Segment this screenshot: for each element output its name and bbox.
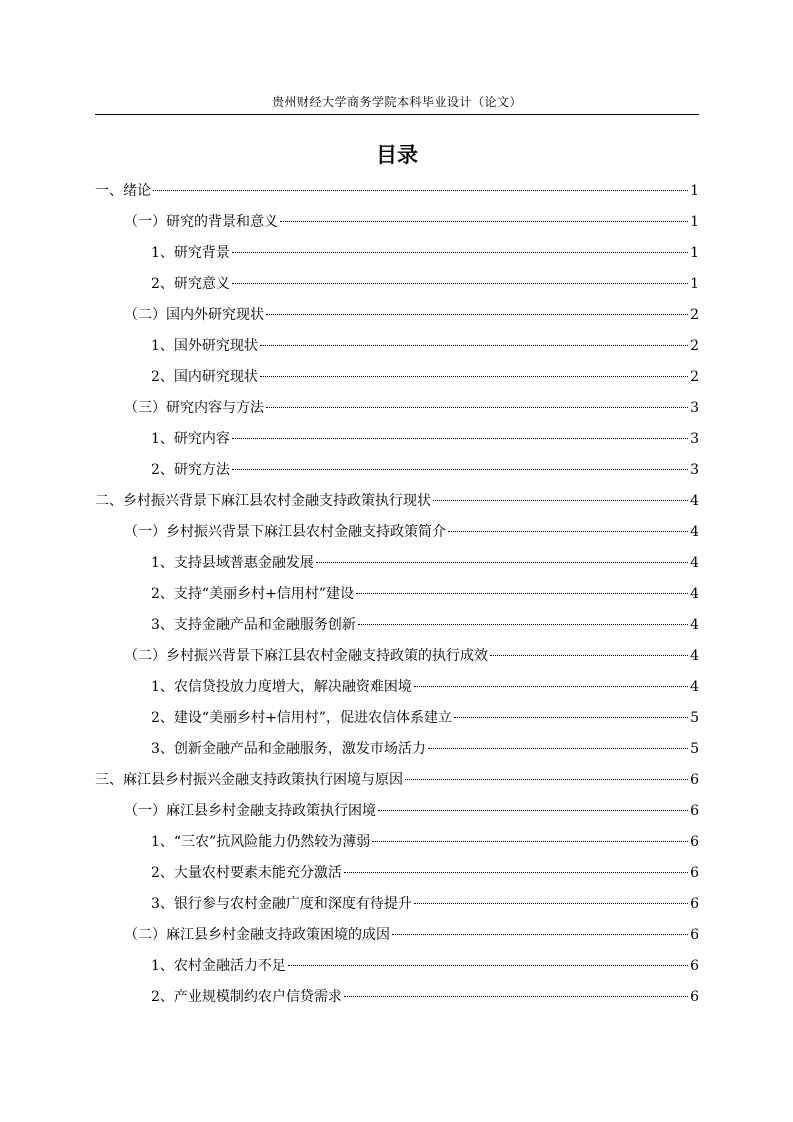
toc-page-number: 6 (690, 958, 699, 974)
toc-dot-leader (433, 500, 688, 501)
toc-dot-leader (232, 283, 688, 284)
toc-entry-text: 3、创新金融产品和金融服务，激发市场活力 (151, 741, 426, 757)
toc-entry-text: 一、绪论 (95, 183, 151, 199)
toc-entry[interactable] (95, 300, 699, 331)
toc-entry-text: 2、研究意义 (151, 276, 230, 292)
toc-entry-text: 三、麻江县乡村振兴金融支持政策执行困境与原因 (95, 772, 403, 788)
toc-entry-text: 1、研究背景 (151, 245, 230, 261)
toc-dot-leader (153, 190, 688, 191)
toc-page-number: 1 (690, 183, 699, 199)
toc-entry[interactable] (95, 331, 699, 362)
toc-entry-text: 1、国外研究现状 (151, 338, 258, 354)
toc-dot-leader (232, 438, 688, 439)
toc-page-number: 6 (690, 989, 699, 1005)
toc-entry[interactable] (95, 982, 699, 1013)
toc-entry-text: 3、银行参与农村金融广度和深度有待提升 (151, 896, 412, 912)
toc-dot-leader (266, 407, 688, 408)
toc-page-number: 4 (690, 617, 699, 633)
toc-entry-text: （二）麻江县乡村金融支持政策困境的成因 (124, 927, 390, 943)
toc-entry-text: 1、“三农”抗风险能力仍然较为薄弱 (151, 834, 371, 850)
toc-entry-text: 1、农村金融活力不足 (151, 958, 286, 974)
toc-entry-text: 1、研究内容 (151, 431, 230, 447)
toc-page-number: 6 (690, 927, 699, 943)
header-rule (95, 114, 699, 115)
toc-entry[interactable] (95, 176, 699, 207)
toc-entry-text: （一）乡村振兴背景下麻江县农村金融支持政策简介 (124, 524, 446, 540)
toc-page-number: 6 (690, 803, 699, 819)
toc-entry[interactable] (95, 796, 699, 827)
toc-dot-leader (428, 748, 688, 749)
toc-page-number: 4 (690, 493, 699, 509)
toc-dot-leader (405, 779, 688, 780)
toc-entry-text: 2、建设“美丽乡村+信用村”，促进农信体系建立 (151, 710, 452, 726)
toc-title: 目录 (376, 143, 418, 167)
toc-dot-leader (378, 810, 688, 811)
page-header: 贵州财经大学商务学院本科毕业设计（论文） (271, 95, 522, 109)
toc-page-number: 2 (690, 369, 699, 385)
toc-entry-text: 2、国内研究现状 (151, 369, 258, 385)
toc-entry-text: （一）研究的背景和意义 (124, 214, 278, 230)
toc-page-number: 6 (690, 772, 699, 788)
toc-entry-text: 1、支持县域普惠金融发展 (151, 555, 314, 571)
toc-entry[interactable] (95, 920, 699, 951)
toc-entry[interactable] (95, 703, 699, 734)
toc-entry[interactable] (95, 951, 699, 982)
toc-dot-leader (260, 376, 688, 377)
toc-dot-leader (448, 531, 688, 532)
toc-dot-leader (232, 469, 688, 470)
toc-dot-leader (356, 593, 688, 594)
toc-dot-leader (288, 965, 688, 966)
toc-entry[interactable] (95, 517, 699, 548)
toc-page-number: 1 (690, 214, 699, 230)
toc-page-number: 4 (690, 648, 699, 664)
toc-entry[interactable] (95, 610, 699, 641)
toc-entry[interactable] (95, 362, 699, 393)
toc-entry[interactable] (95, 269, 699, 300)
toc-page-number: 1 (690, 276, 699, 292)
toc-entry[interactable] (95, 827, 699, 858)
toc-entry[interactable] (95, 486, 699, 517)
toc-entry-text: 2、研究方法 (151, 462, 230, 478)
toc-page-number: 6 (690, 896, 699, 912)
toc-entry[interactable] (95, 641, 699, 672)
toc-page-number: 4 (690, 586, 699, 602)
toc-dot-leader (454, 717, 688, 718)
toc-entry[interactable] (95, 579, 699, 610)
toc-dot-leader (490, 655, 688, 656)
toc-dot-leader (280, 221, 688, 222)
toc-page-number: 3 (690, 462, 699, 478)
toc-entry[interactable] (95, 548, 699, 579)
toc-entry-text: （三）研究内容与方法 (124, 400, 264, 416)
toc-dot-leader (266, 314, 688, 315)
toc-page-number: 1 (690, 245, 699, 261)
toc-dot-leader (358, 624, 688, 625)
toc-page-number: 3 (690, 400, 699, 416)
toc-entry[interactable] (95, 734, 699, 765)
toc-entry-text: 1、农信贷投放力度增大，解决融资难困境 (151, 679, 412, 695)
toc-dot-leader (344, 996, 688, 997)
toc-entry-text: （二）乡村振兴背景下麻江县农村金融支持政策的执行成效 (124, 648, 488, 664)
table-of-contents (95, 176, 699, 1013)
toc-page-number: 5 (690, 741, 699, 757)
toc-dot-leader (316, 562, 688, 563)
toc-dot-leader (414, 903, 688, 904)
toc-entry-text: 2、大量农村要素未能充分激活 (151, 865, 342, 881)
toc-entry[interactable] (95, 424, 699, 455)
toc-dot-leader (372, 841, 688, 842)
toc-page-number: 3 (690, 431, 699, 447)
toc-entry-text: 二、乡村振兴背景下麻江县农村金融支持政策执行现状 (95, 493, 431, 509)
toc-dot-leader (232, 252, 688, 253)
toc-page-number: 4 (690, 555, 699, 571)
toc-entry[interactable] (95, 765, 699, 796)
toc-entry-text: 3、支持金融产品和金融服务创新 (151, 617, 356, 633)
toc-dot-leader (260, 345, 688, 346)
toc-dot-leader (344, 872, 688, 873)
toc-entry-text: 2、支持“美丽乡村+信用村”建设 (151, 586, 354, 602)
toc-entry[interactable] (95, 207, 699, 238)
toc-page-number: 5 (690, 710, 699, 726)
toc-page-number: 4 (690, 679, 699, 695)
toc-page-number: 2 (690, 307, 699, 323)
toc-entry[interactable] (95, 393, 699, 424)
toc-entry[interactable] (95, 889, 699, 920)
toc-entry-text: （二）国内外研究现状 (124, 307, 264, 323)
toc-entry-text: 2、产业规模制约农户信贷需求 (151, 989, 342, 1005)
toc-page-number: 4 (690, 524, 699, 540)
toc-entry[interactable] (95, 238, 699, 269)
toc-dot-leader (392, 934, 688, 935)
toc-entry[interactable] (95, 858, 699, 889)
toc-page-number: 6 (690, 834, 699, 850)
toc-dot-leader (414, 686, 688, 687)
toc-entry[interactable] (95, 455, 699, 486)
toc-page-number: 6 (690, 865, 699, 881)
toc-page-number: 2 (690, 338, 699, 354)
toc-entry[interactable] (95, 672, 699, 703)
toc-entry-text: （一）麻江县乡村金融支持政策执行困境 (124, 803, 376, 819)
